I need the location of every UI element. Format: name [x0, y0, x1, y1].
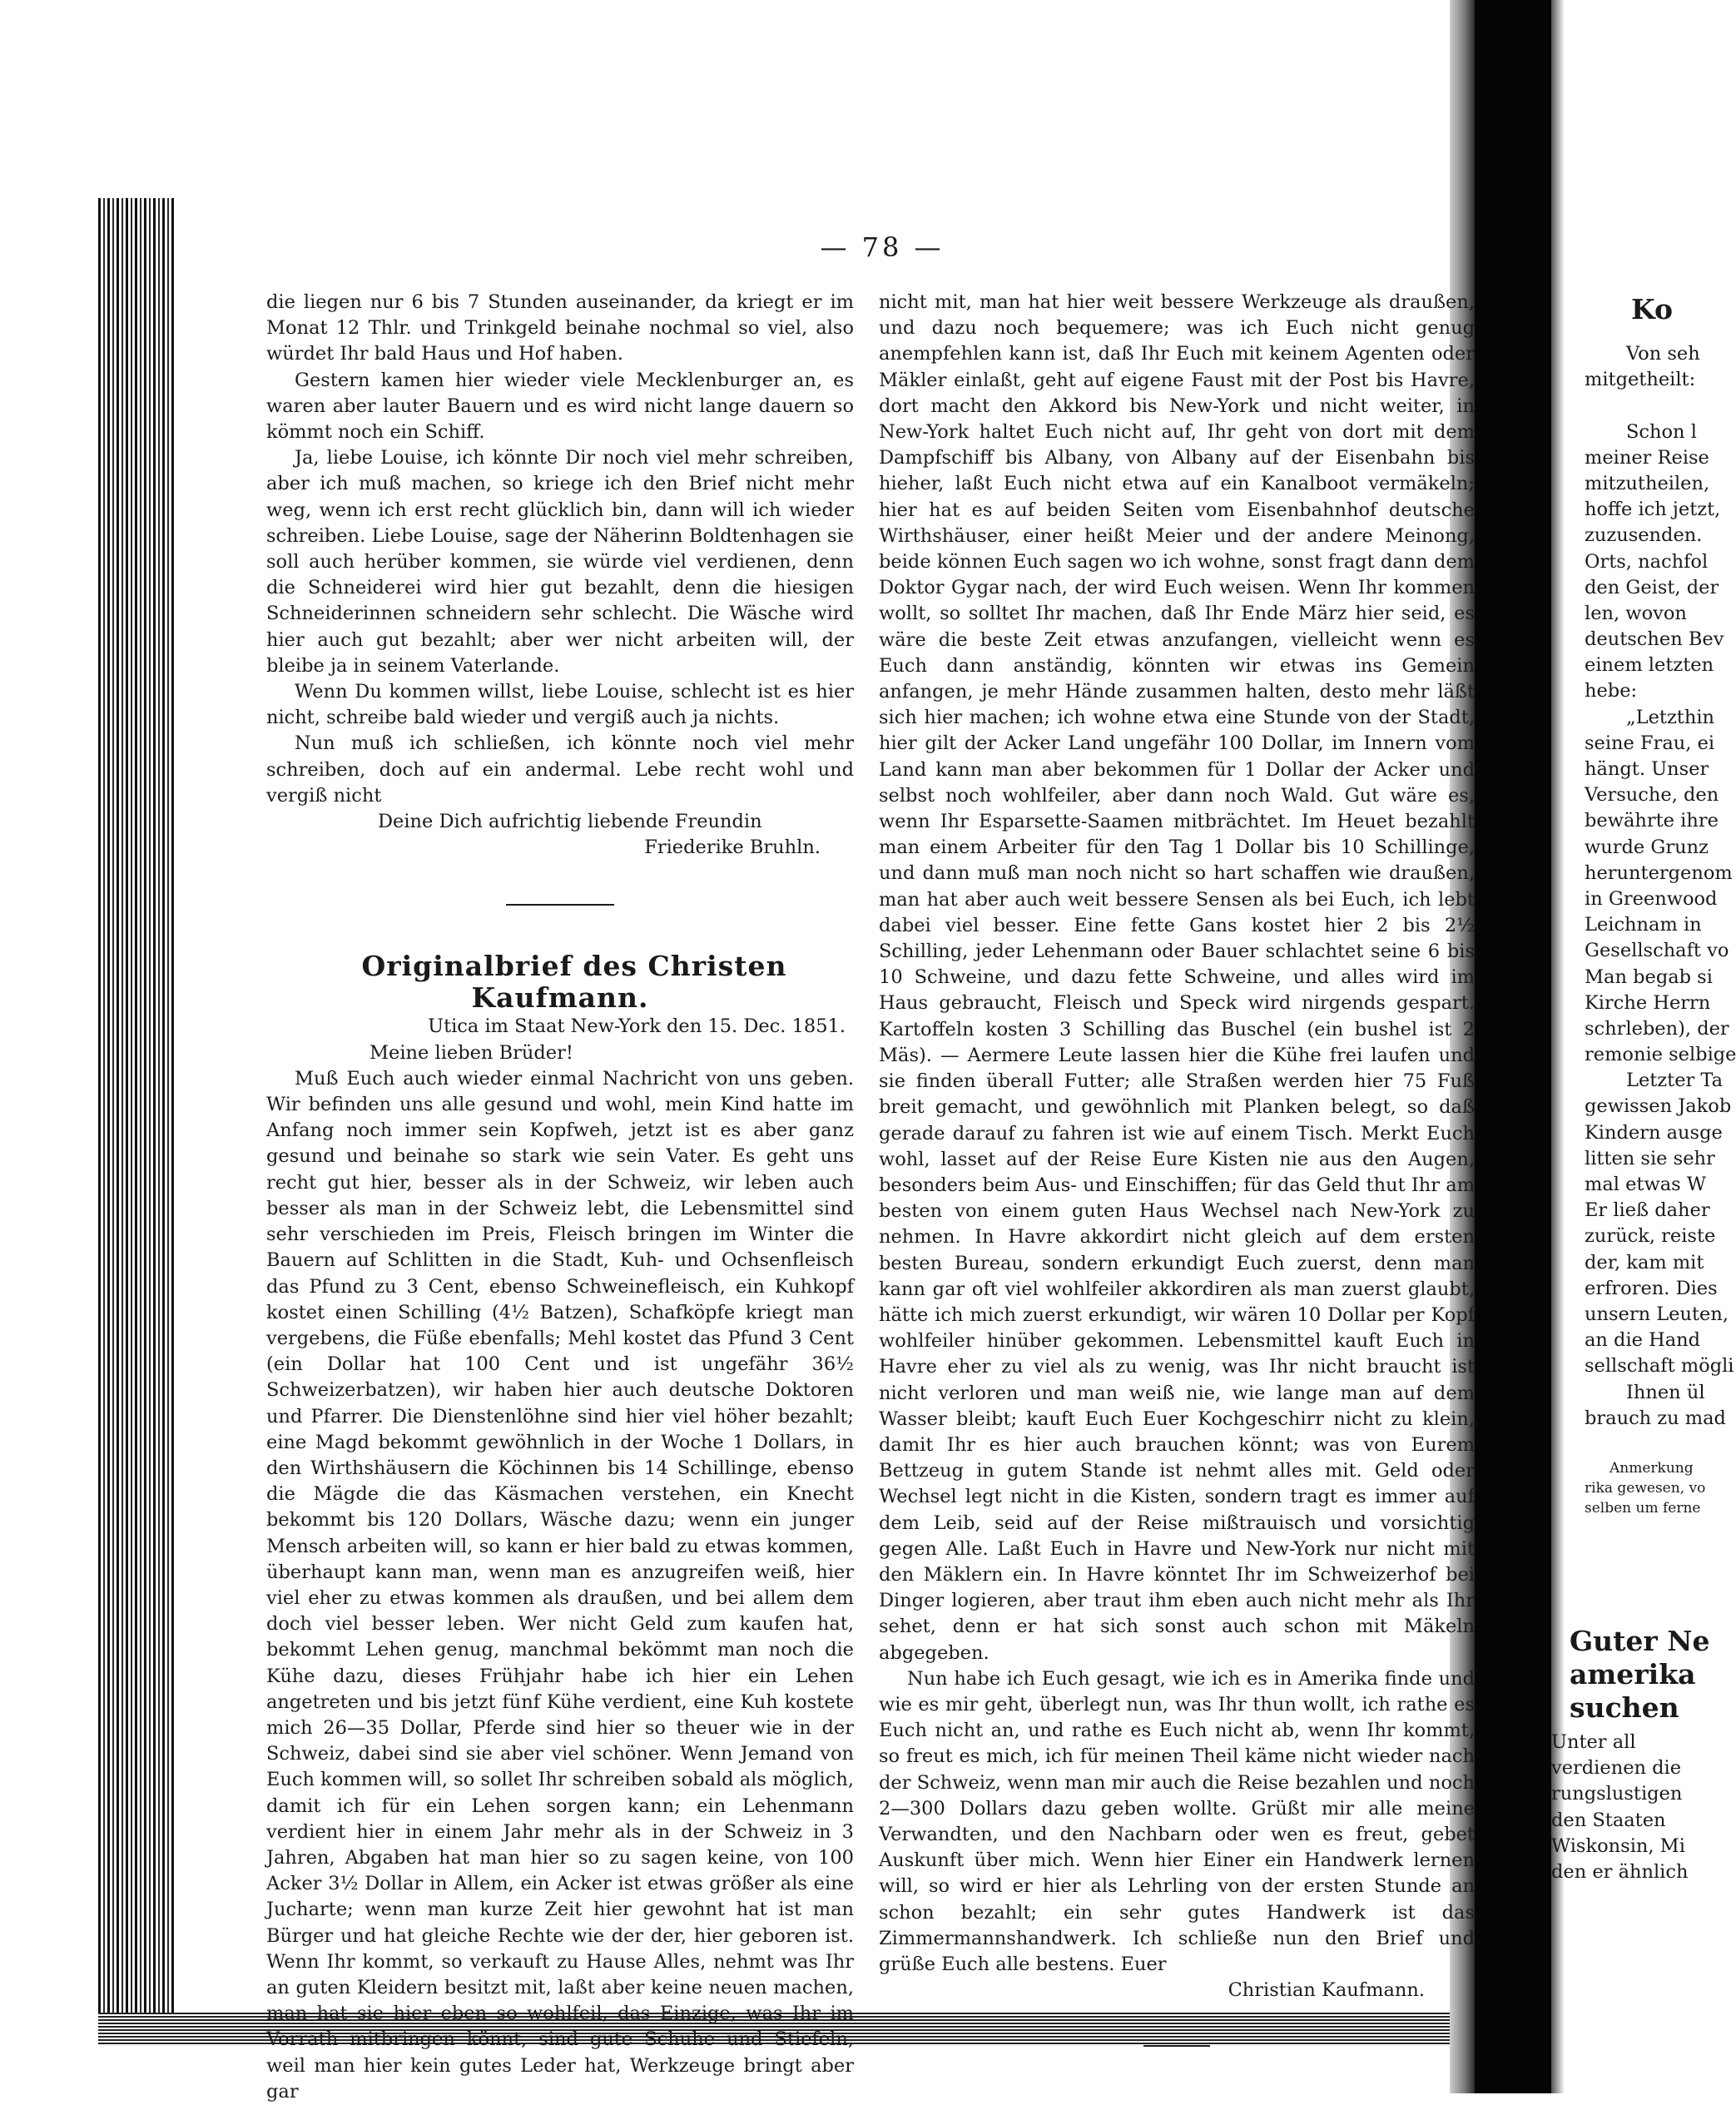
- right-page-heading-fragment: Ko: [1631, 293, 1673, 325]
- fragment-line: hängt. Unser: [1585, 758, 1709, 780]
- fragment-line: wurde Grunz: [1585, 836, 1709, 858]
- fragment-line: unsern Leuten,: [1585, 1303, 1729, 1325]
- fragment-line: Man begab si: [1585, 966, 1713, 988]
- fragment-line: Von seh: [1626, 343, 1700, 365]
- book-gutter: [1475, 0, 1551, 2093]
- left-column: [266, 290, 854, 2105]
- paragraph: nicht mit, man hat hier weit bessere Werkzeuge als draußen, und dazu noch bequemere; was ich Euch nicht genug anempfehlen kann ist, daß Ihr Euch mit keinem Agenten oder Mäkler einlaßt, geht auf eigene Faust mit der Post bis Havre, dort macht den Akkord bis New-York und nicht weiter, in New-York haltet Euch nicht auf, Ihr geht von dort mit dem Dampfschiff bis Albany, von Albany auf der Eisenbahn bis hieher, laßt Euch nicht etwa auf ein Kanalboot vermäkeln; hier hat es auf beiden Seiten vom Eisenbahnhof deutsche Wirthshäuser, einer heißt Meier und der andere Meinong, beide können Euch sagen wo ich wohne, sonst fragt dann dem Doktor Gygar nach, der wird Euch weisen. Wenn Ihr kommen wollt, so solltet Ihr machen, daß Ihr Ende März hier seid, es wäre die beste Zeit etwas anzufangen, vielleicht wenn es Euch dann anständig, könnten wir etwas ins Gemein anfangen, je mehr Hände zusammen halten, desto mehr läßt sich hier machen; ich wohne etwa eine Stunde von der Stadt, hier gilt der Acker Land ungefähr 100 Dollar, im Innern vom Land kann man aber bekommen für 1 Dollar der Acker und selbst noch wohlfeiler, aber dann noch Wald. Gut wäre es, wenn Ihr Esparsette-Saamen mitbrächtet. Im Heuet bezahlt man einem Arbeiter für den Tag 1 Dollar bis 10 Schillinge, und dann muß man noch nicht so hart schaffen wie draußen, man hat aber auch weit bessere Sensen als bei Euch, ich lebt dabei viel besser. Eine fette Gans kostet hier 2 bis 2½ Schilling, jeder Lehenmann oder Bauer schlachtet seine 6 bis 10 Schweine, und dazu fette Schweine, und alles wird im Haus gebraucht, Fleisch und Speck wird nirgends gespart. Kartoffeln kosten 3 Schilling das Buschel (ein bushel ist 2 Mäs). — Aermere Leute lassen hier die Kühe frei laufen und sie finden überall Futter; alle Straßen werden hier 75 Fuß breit gemacht, und gewöhnlich mit Planken belegt, so daß gerade darauf zu fahren ist wie auf einem Tisch. Merkt Euch wohl, lasset auf der Reise Eure Kisten nie aus den Augen, besonders beim Aus- und Einschiffen; für das Geld thut Ihr am besten von einem guten Haus Wechsel nach New-York zu nehmen. In Havre akkordirt nicht gleich auf dem ersten besten Bureau, sondern erkundigt Euch zuerst, denn man kann gar oft viel wohlfeiler akkordiren als man zuerst glaubt, hätte ich mich zuerst erkundigt, wir wären 10 Dollar per Kopf wohlfeiler hinüber gekommen. Lebensmittel kauft Euch in Havre eher zu viel als zu wenig, was Ihr nicht braucht ist nicht verloren und man weiß nie, wie lange man auf dem Wasser bleibt; kauft Euch Euer Kochgeschirr nicht zu klein, damit Ihr es hier auch brauchen könnt; was von Eurem Bettzeug in gutem Stande ist nehmt alles mit. Geld oder Wechsel legt nicht in die Kisten, sondern tragt es immer auf dem Leib, seid auf der Reise mißtrauisch und vorsichtig gegen Alle. Laßt Euch in Havre und New-York nur nicht mit den Mäklern ein. In Havre könntet Ihr im Schweizerhof bei Dinger logieren, aber traut ihm eben auch nicht mehr als Ihr sehet, denn er hat sich sonst auch schon mit Mäkeln abgegeben.: [879, 291, 1475, 1664]
- fragment-line: hoffe ich jetzt,: [1585, 499, 1721, 521]
- fragment-line: meiner Reise: [1585, 446, 1709, 469]
- fragment-line: erfroren. Dies: [1585, 1277, 1718, 1299]
- right-page-text-fragment-2: [1551, 1730, 1689, 1885]
- paragraph: Gestern kamen hier wieder viele Mecklenburger an, es waren aber lauter Bauern und es wird nicht lange dauern so kömmt noch ein Schiff.: [266, 369, 854, 444]
- fragment-line: Unter all: [1551, 1731, 1636, 1753]
- fragment-line: Anmerkung: [1610, 1460, 1694, 1477]
- paragraph: die liegen nur 6 bis 7 Stunden auseinander, da kriegt er im Monat 12 Thlr. und Trinkgeld beinahe nochmal so viel, also würdet Ihr bald Haus und Hof haben.: [266, 291, 854, 365]
- fragment-line: „Letzthin: [1626, 706, 1715, 728]
- fragment-line: selben um ferne: [1585, 1500, 1701, 1517]
- middle-column: [879, 290, 1475, 2047]
- fragment-line: den Geist, der: [1585, 576, 1719, 598]
- fragment-line: Guter Ne: [1570, 1625, 1710, 1657]
- fragment-line: verdienen die: [1551, 1757, 1682, 1780]
- letter-salutation: Meine lieben Brüder!: [370, 1041, 573, 1064]
- paragraph: Wenn Du kommen willst, liebe Louise, schlecht ist es hier nicht, schreibe bald wieder und vergiß auch ja nichts.: [266, 681, 854, 729]
- fragment-line: Schon l: [1626, 420, 1697, 443]
- right-page-footnote-fragment: [1551, 1458, 1706, 1518]
- fragment-line: Kirche Herrn: [1585, 991, 1711, 1014]
- right-page-text-fragment: [1551, 341, 1736, 1432]
- fragment-line: remonie selbige: [1585, 1044, 1736, 1066]
- fragment-line: rungslustigen: [1551, 1783, 1683, 1805]
- fragment-line: rika gewesen, vo: [1585, 1480, 1706, 1497]
- right-page-heading2-fragment: [1551, 1625, 1710, 1725]
- fragment-line: seine Frau, ei: [1585, 732, 1715, 754]
- fragment-line: [1551, 393, 1664, 419]
- paragraph: Nun habe ich Euch gesagt, wie ich es in Amerika finde und wie es mir geht, überlegt nun, was Ihr thun wollt, ich rathe es Euch nicht an, und rathe es Euch nicht ab, wenn Ihr kommt, so freut es mich, ich für meinen Theil käme nicht wieder nach der Schweiz, wenn man mir auch die Reise bezahlen und noch 2—300 Dollars dazu geben wollte. Grüßt mir alle meine Verwandten, und den Nachbarn oder wen es freut, gebet Auskunft über mich. Wenn hier Einer ein Handwerk lernen will, so wird er hier als Lehrling von der ersten Stunde an schon bezahlt; ein sehr gutes Handwerk ist das Zimmermannshandwerk. Ich schließe nun den Brief und grüße Euch alle bestens. Euer: [879, 1667, 1475, 1975]
- letter-signature: Christian Kaufmann.: [1228, 1979, 1425, 2002]
- fragment-line: der, kam mit: [1585, 1251, 1704, 1273]
- fragment-line: mitgetheilt:: [1585, 369, 1696, 391]
- fragment-line: den er ähnlich: [1551, 1861, 1689, 1884]
- fragment-line: Versuche, den: [1585, 784, 1719, 807]
- paragraph: Nun muß ich schließen, ich könnte noch viel mehr schreiben, doch auf ein andermal. Lebe recht wohl und vergiß nicht: [266, 732, 854, 807]
- fragment-line: mal etwas W: [1585, 1174, 1706, 1195]
- article-title: Originalbrief des Christen Kaufmann.: [361, 950, 787, 1015]
- fragment-line: Gesellschaft vo: [1585, 940, 1729, 962]
- fragment-line: einem letzten: [1585, 654, 1714, 677]
- fragment-line: zurück, reiste: [1585, 1225, 1716, 1248]
- fragment-line: brauch zu mad: [1585, 1407, 1726, 1429]
- fragment-line: heruntergenom: [1585, 861, 1733, 884]
- fragment-line: Ihnen ül: [1626, 1381, 1705, 1403]
- fragment-line: deutschen Bev: [1585, 628, 1724, 651]
- fragment-line: hebe:: [1585, 680, 1638, 702]
- fragment-line: Letzter Ta: [1626, 1070, 1724, 1092]
- fragment-line: gewissen Jakob: [1585, 1095, 1732, 1118]
- paragraph: Ja, liebe Louise, ich könnte Dir noch viel mehr schreiben, aber ich muß machen, so kriege ich den Brief nicht mehr weg, wenn ich erst recht glücklich bin, dann will ich wieder schreiben. Liebe Louise, sage der Näherinn Boldtenhagen sie soll auch herüber kommen, sie würde viel verdienen, denn die Schneiderei wird hier gut bezahlt, denn die hiesigen Schneiderinnen schneidern sehr schlecht. Die Wäsche wird hier auch gut bezahlt; aber wer nicht arbeiten will, der bleibe ja in seinem Vaterlande.: [266, 447, 854, 677]
- fragment-line: litten sie sehr: [1585, 1147, 1715, 1169]
- fragment-line: Er ließ daher: [1585, 1199, 1710, 1222]
- fragment-line: den Staaten: [1551, 1809, 1666, 1831]
- fragment-line: in Greenwood: [1585, 887, 1718, 910]
- fragment-line: zuzusenden.: [1585, 524, 1703, 547]
- fragment-line: Leichnam in: [1585, 914, 1702, 936]
- fragment-line: an die Hand: [1585, 1329, 1701, 1352]
- fragment-line: len, wovon: [1585, 602, 1687, 624]
- letter-closing: Deine Dich aufrichtig liebende Freundin: [378, 811, 762, 833]
- fragment-line: Wiskonsin, Mi: [1551, 1834, 1685, 1857]
- page-number: — 78 —: [820, 231, 945, 263]
- letter-dateline: Utica im Staat New-York den 15. Dec. 1851.: [428, 1015, 846, 1038]
- fragment-line: Orts, nachfol: [1585, 550, 1709, 573]
- section-divider: [506, 904, 614, 906]
- fragment-line: amerika: [1570, 1658, 1696, 1690]
- letter-signature: Friederike Bruhln.: [644, 837, 821, 859]
- fragment-line: Kindern ausge: [1585, 1121, 1723, 1144]
- fragment-line: mitzutheilen,: [1585, 472, 1710, 494]
- fragment-line: sellschaft mögli: [1585, 1355, 1734, 1378]
- book-page-edges-left: [98, 198, 175, 2042]
- paragraph: Muß Euch auch wieder einmal Nachricht von uns geben. Wir befinden uns alle gesund und wohl, mein Kind hatte im Anfang noch immer sein Kopfweh, jetzt ist es aber ganz gesund und beinahe so stark wie sein Vater. Es geht uns recht gut hier, besser als in der Schweiz, wir leben auch besser als man in der Schweiz lebt, die Lebensmittel sind sehr verschieden im Preis, Fleisch bringen im Winter die Bauern auf Schlitten in die Stadt, Kuh- und Ochsenfleisch das Pfund zu 3 Cent, ebenso Schweinefleisch, ein Kuhkopf kostet einen Schilling (4½ Batzen), Schafköpfe kriegt man vergebens, die Füße ebenfalls; Mehl kostet das Pfund 3 Cent (ein Dollar hat 100 Cent und ist ungefähr 36½ Schweizerbatzen), wir haben hier auch deutsche Doktoren und Pfarrer. Die Dienstenlöhne sind hier viel höher bezahlt; eine Magd bekommt gewöhnlich in der Woche 1 Dollars, in den Wirthshäusern die Köchinnen bis 14 Schillinge, ebenso die Mägde die das Käsmachen verstehen, ein Knecht bekommt bis 120 Dollars, Wäsche dazu; wenn ein junger Mensch arbeiten will, so kann er hier bald zu etwas kommen, überhaupt kann man, wenn man es anzugreifen weiß, hier viel eher zu etwas kommen als draußen, und bei allem dem doch viel besser leben. Wer nicht Geld zum kaufen hat, bekommt Lehen genug, manchmal bekömmt man noch die Kühe dazu, dieses Frühjahr habe ich hier ein Lehen angetreten und bis jetzt fünf Kühe verdient, eine Kuh kostete mich 26—35 Dollar, Pferde sind hier so theuer wie in der Schweiz, dabei sind sie aber viel schöner. Wenn Jemand von Euch kommen will, so sollet Ihr schreiben sobald als möglich, damit ich für ein Lehen sorgen kann; ein Lehenmann verdient hier in einem Jahr mehr als in der Schweiz in 3 Jahren, Abgaben hat man hier so zu sagen keine, von 100 Acker 3½ Dollar in Allem, ein Acker ist etwas größer als eine Jucharte; wenn man kurze Zeit hier gewohnt hat ist man Bürger und hat gleiche Rechte wie der der, hier geboren ist. Wenn Ihr kommt, so verkauft zu Hause Alles, nehmt was Ihr an guten Kleidern besitzt mit, laßt aber keine neuen machen, man hat sie hier eben so wohlfeil, das Einzige, was Ihr im Vorrath mitbringen könnt, sind gute Schuhe und Stiefeln, weil man hier kein gutes Leder hat, Werkzeuge bringt aber gar: [266, 1067, 854, 2103]
- fragment-line: suchen: [1570, 1691, 1679, 1724]
- fragment-line: bewährte ihre: [1585, 810, 1719, 832]
- fragment-line: schrleben), der: [1585, 1017, 1729, 1040]
- section-divider: [1143, 2045, 1210, 2047]
